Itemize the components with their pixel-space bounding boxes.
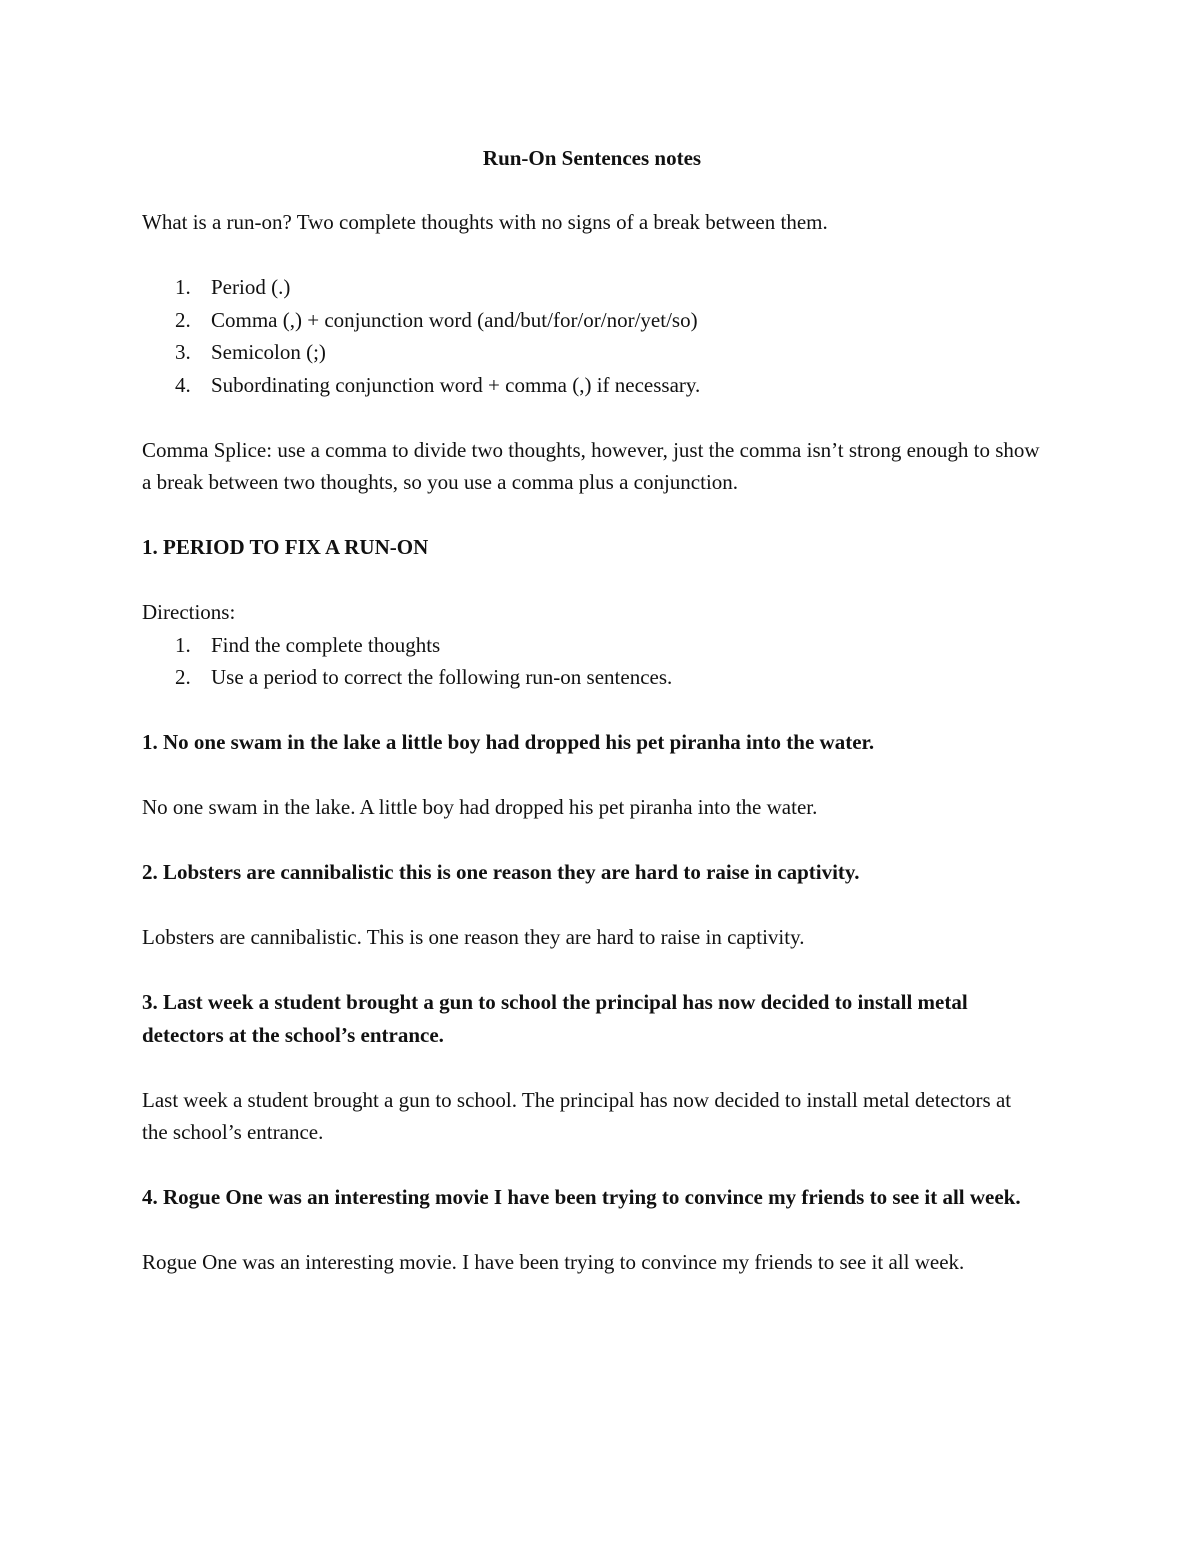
directions-label: Directions: [142, 600, 236, 624]
exercise-answer: Last week a student brought a gun to school. The principal has now decided to install metal detectors at the school’s entrance. [142, 1087, 1012, 1144]
exercise-answer: Lobsters are cannibalistic. This is one reason they are hard to raise in captivity. [142, 925, 805, 949]
list-item-text: Find the complete thoughts [211, 632, 441, 657]
fix-methods-list [142, 271, 1042, 401]
list-item [142, 661, 1042, 694]
exercise-answer: No one swam in the lake. A little boy had dropped his pet piranha into the water. [142, 795, 818, 819]
list-item [142, 629, 1042, 662]
exercise-question: 3. Last week a student brought a gun to school the principal has now decided to install metal detectors at the school’s entrance. [142, 990, 968, 1047]
exercise-question: 2. Lobsters are cannibalistic this is one reason they are hard to raise in captivity. [142, 860, 860, 884]
list-item-number: 4. [175, 372, 191, 397]
comma-splice-paragraph: Comma Splice: use a comma to divide two thoughts, however, just the comma isn’t strong enough to show a break between two thoughts, so you use a comma plus a conjunction. [142, 437, 1040, 494]
list-item [142, 304, 1042, 337]
document-page [142, 142, 1042, 1311]
list-item-number: 3. [175, 340, 191, 364]
list-item-number: 1. [175, 632, 191, 657]
list-item-text: Use a period to correct the following run-on sentences. [211, 665, 673, 689]
exercise-question: 1. No one swam in the lake a little boy had dropped his pet piranha into the water. [142, 730, 875, 754]
list-item-text: Comma (,) + conjunction word (and/but/for/or/nor/yet/so) [211, 307, 698, 332]
exercise-answer: Rogue One was an interesting movie. I have been trying to convince my friends to see it all week. [142, 1250, 965, 1274]
list-item-text: Subordinating conjunction word + comma (,) if necessary. [211, 372, 701, 397]
list-item [142, 336, 1042, 369]
exercise-question: 4. Rogue One was an interesting movie I have been trying to convince my friends to see it all week. [142, 1185, 1021, 1209]
document-title: Run-On Sentences notes [482, 146, 702, 170]
list-item [142, 271, 1042, 304]
list-item-number: 1. [175, 275, 191, 299]
list-item-number: 2. [175, 665, 191, 689]
section-heading: 1. PERIOD TO FIX A RUN-ON [142, 535, 429, 559]
list-item-text: Period (.) [211, 275, 291, 299]
list-item-number: 2. [175, 307, 191, 332]
directions-list [142, 629, 1042, 694]
list-item-text: Semicolon (;) [211, 340, 326, 364]
intro-paragraph: What is a run-on? Two complete thoughts with no signs of a break between them. [142, 210, 828, 234]
list-item [142, 369, 1042, 402]
